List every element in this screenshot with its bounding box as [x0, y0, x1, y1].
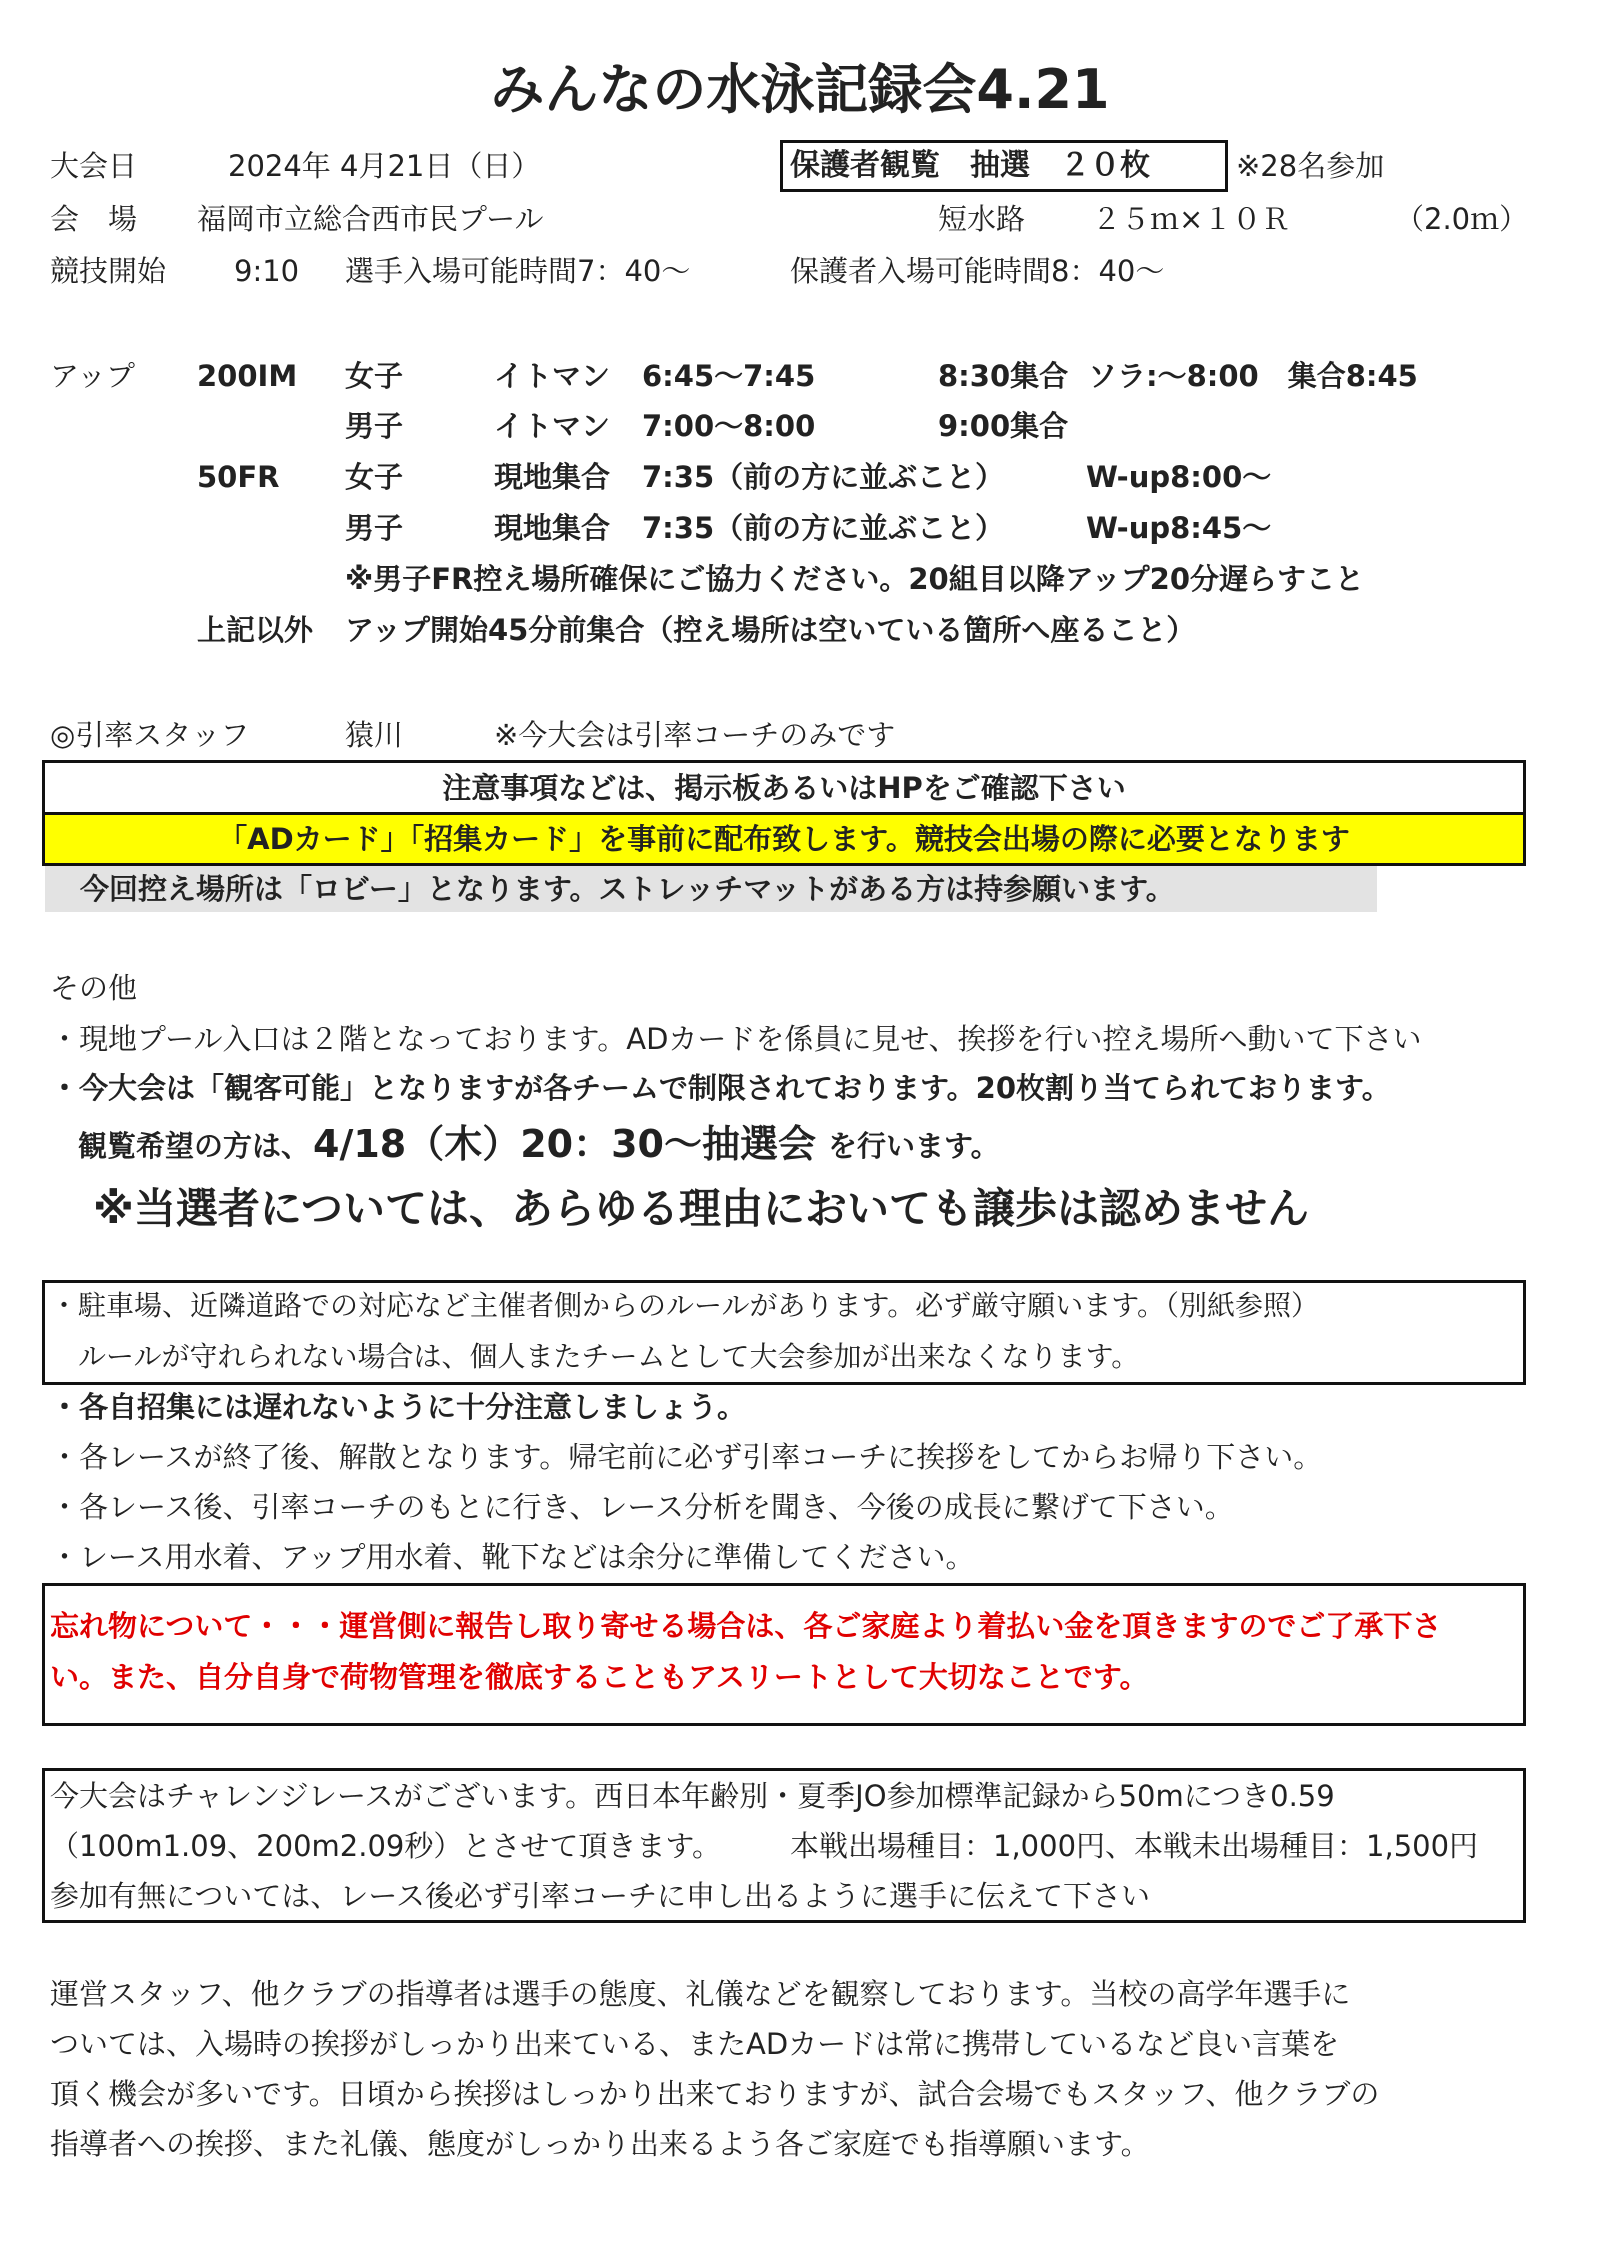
rules-line: ・各レース後、引率コーチのもとに行き、レース分析を聞き、今後の成長に繋げて下さい。 — [50, 1490, 1234, 1524]
warmup-label: アップ — [50, 359, 135, 393]
closing-line: 指導者への挨拶、また礼儀、態度がしっかり出来るよう各ご家庭でも指導願います。 — [50, 2127, 1150, 2161]
notice-divider — [45, 812, 1523, 815]
lost-items-line: 忘れ物について・・・運営側に報告し取り寄せる場合は、各ご家庭より着払い金を頂きますのでご了承下さ — [50, 1609, 1442, 1643]
notice-waiting-area: 今回控え場所は「ロビー」となります。ストレッチマットがある方は持参願います。 — [80, 872, 1175, 906]
warmup-event-fr: 50FR — [197, 460, 280, 494]
start-label: 競技開始 — [50, 254, 167, 288]
rules-line: ・駐車場、近隣道路での対応など主催者側からのルールがあります。必ず厳守願います。（別紙参照） — [50, 1289, 1319, 1322]
warmup-place: イトマン — [494, 359, 611, 393]
lost-items-line: い。また、自分自身で荷物管理を徹底することもアスリートとして大切なことです。 — [50, 1660, 1149, 1694]
warmup-extra: ソラ:～8:00 集合8:45 — [1088, 359, 1418, 393]
rules-line: ・各自招集には遅れないように十分注意しましょう。 — [50, 1390, 747, 1424]
rules-line: ・各レースが終了後、解散となります。帰宅前に必ず引率コーチに挨拶をしてからお帰り下さい。 — [50, 1440, 1323, 1474]
pool-depth: （2.0ｍ） — [1395, 202, 1529, 236]
staff-name: 猿川 — [345, 718, 404, 752]
challenge-fees: 本戦出場種目：1,000円、本戦未出場種目：1,500円 — [790, 1829, 1479, 1863]
notice-bulletin: 注意事項などは、掲示板あるいはHPをご確認下さい — [442, 771, 1126, 805]
challenge-line: 今大会はチャレンジレースがございます。西日本年齢別・夏季JO参加標準記録から50mにつき0.59 — [50, 1779, 1335, 1813]
venue-value: 福岡市立総合西市民プール — [197, 202, 544, 236]
warmup-girls-label: 女子 — [345, 359, 404, 393]
warmup-note: 8:30集合 — [938, 359, 1069, 393]
no-concession-note: ※当選者については、あらゆる理由においても譲歩は認めません — [93, 1184, 1309, 1233]
closing-line: 運営スタッフ、他クラブの指導者は選手の態度、礼儀などを観察しております。当校の高学年選手に — [50, 1977, 1351, 2011]
warmup-other-label: 上記以外 — [197, 613, 314, 647]
spectator-note: ※28名参加 — [1236, 149, 1385, 183]
closing-line: ついては、入場時の挨拶がしっかり出来ている、またADカードは常に携帯しているなど良い言葉を — [50, 2027, 1340, 2061]
warmup-note: 9:00集合 — [938, 409, 1069, 443]
warmup-girls-label: 女子 — [345, 460, 404, 494]
warmup-time: 7:00～8:00 — [642, 409, 816, 443]
notice-cards: 「ADカード」「招集カード」を事前に配布致します。競技会出場の際に必要となります — [218, 822, 1350, 856]
venue-label: 会 場 — [50, 202, 138, 236]
swimmer-entry-time: 選手入場可能時間7：40～ — [345, 254, 691, 288]
staff-note: ※今大会は引率コーチのみです — [494, 718, 896, 752]
warmup-place: 現地集合 — [494, 460, 611, 494]
pool-label: 短水路 — [938, 202, 1026, 236]
guardian-entry-time: 保護者入場可能時間8：40～ — [790, 254, 1165, 288]
page-title: みんなの水泳記録会4.21 — [490, 58, 1110, 121]
date-value: 2024年 4月21日（日） — [228, 149, 541, 183]
warmup-place: イトマン — [494, 409, 611, 443]
boys-fr-note: ※男子FR控え場所確保にご協力ください。20組目以降アップ20分遅らすこと — [345, 562, 1365, 596]
warmup-boys-label: 男子 — [345, 409, 404, 443]
warmup-boys-label: 男子 — [345, 511, 404, 545]
warmup-other-note: アップ開始45分前集合（控え場所は空いている箇所へ座ること） — [345, 613, 1196, 647]
staff-label: ◎引率スタッフ — [50, 718, 250, 752]
challenge-line: 参加有無については、レース後必ず引率コーチに申し出るように選手に伝えて下さい — [50, 1879, 1150, 1913]
warmup-event-im: 200IM — [197, 359, 298, 393]
spectator-box-text: 保護者観覧 抽選 ２０枚 — [790, 148, 1150, 183]
warmup-time: 6:45～7:45 — [642, 359, 816, 393]
warmup-note: W-up8:45～ — [1086, 511, 1272, 545]
lottery-text: 観覧希望の方は、 — [78, 1129, 311, 1163]
pool-value: ２５ｍ×１０Ｒ — [1092, 202, 1291, 236]
rules-line: ルールが守れられない場合は、個人またチームとして大会参加が出来なくなります。 — [78, 1340, 1140, 1373]
challenge-line: （100m1.09、200m2.09秒）とさせて頂きます。 — [50, 1829, 722, 1863]
lost-items-box — [42, 1583, 1526, 1726]
lottery-date: 4/18（木）20：30～抽選会 — [313, 1122, 816, 1166]
other-label: その他 — [50, 971, 138, 1005]
date-label: 大会日 — [50, 149, 138, 183]
other-line: ・現地プール入口は２階となっております。ADカードを係員に見せ、挨拶を行い控え場所へ動いて下さい — [50, 1022, 1422, 1056]
closing-line: 頂く機会が多いです。日頃から挨拶はしっかり出来ておりますが、試合会場でもスタッフ、他クラブの — [50, 2077, 1380, 2111]
warmup-place: 現地集合 — [494, 511, 611, 545]
rules-line: ・レース用水着、アップ用水着、靴下などは余分に準備してください。 — [50, 1540, 975, 1574]
lottery-text: を行います。 — [828, 1129, 1000, 1163]
start-time: 9:10 — [234, 254, 300, 288]
warmup-note: W-up8:00～ — [1086, 460, 1272, 494]
warmup-time: 7:35（前の方に並ぶこと） — [642, 511, 1005, 545]
warmup-time: 7:35（前の方に並ぶこと） — [642, 460, 1005, 494]
other-line: ・今大会は「観客可能」となりますが各チームで制限されております。20枚割り当てられております。 — [50, 1071, 1391, 1105]
